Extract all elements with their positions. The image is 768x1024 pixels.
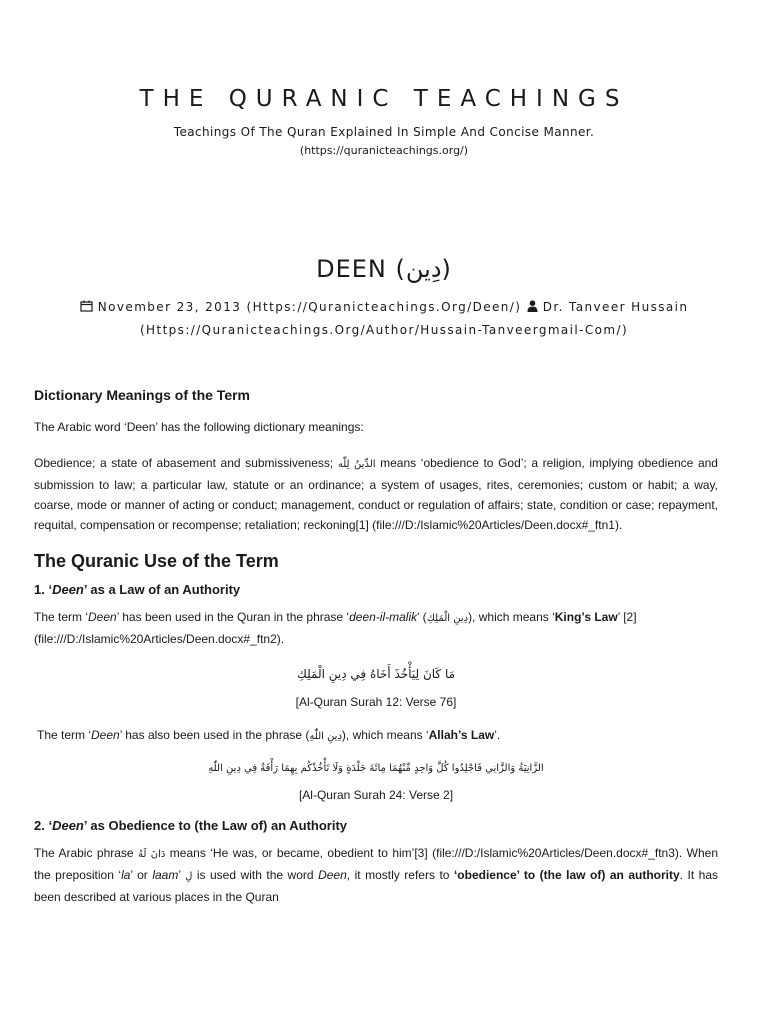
article-content [34,387,718,919]
arabic-phrase: لِ [185,871,193,882]
arabic-phrase: الدِّينُ لِلّٰه [337,459,376,470]
subsection-1-paragraph-2: The term ‘Deen’ has also been used in the phrase (دِينِ اللّٰهِ), which means ‘Allah’s Law’. [37,728,501,742]
verse-reference-1: [Al-Quran Surah 12: Verse 76] [295,695,457,709]
subsection-1-paragraph: The term ‘Deen’ has been used in the Quran in the phrase ‘deen-il-malik’ (دِينِ الْمَلِكِ), which means ‘King’s Law’ [2] (file:///D:/Islamic%20Articles/Deen.docx#_ftn2). [34,610,637,646]
subsection-1-heading: 1. ‘Deen’ as a Law of an Authority [34,582,241,597]
dictionary-intro: The Arabic word ‘Deen’ has the following dictionary meanings: [34,420,364,434]
dictionary-meanings [34,453,718,535]
arabic-phrase: دَانَ لَهُ [138,849,166,860]
subsection-2-heading: 2. ‘Deen’ as Obedience to (the Law of) an Authority [34,818,348,833]
author-url-link[interactable]: (Https://Quranicteachings.Org/Author/Hussain-Tanveergmail-Com/) [139,323,629,337]
quranic-use-heading: The Quranic Use of the Term [34,551,279,571]
dict-text-b: means ‘obedience to God’; a religion, implying obedience and submission to law; a particular law, statute or an ordinance; a system of usages, rites, ceremonies; custom or habit; a way, coarse, mode or manner of acting or conduct; management, conduct or regulation of affairs; state, condition or case; repayment, requital, compensation or recompense; retaliation; reckoning[1] (file:///D:/Islamic%20Articles/Deen.docx#_ftn1). [34,456,718,532]
site-tagline: Teachings Of The Quran Explained In Simple And Concise Manner. [173,125,595,139]
site-url-link[interactable]: (https://quranicteachings.org/) [299,144,469,157]
post-author[interactable]: Dr. Tanveer Hussain [542,300,689,314]
post-meta [0,296,768,341]
verse-reference-2: [Al-Quran Surah 24: Verse 2] [298,788,454,802]
dict-text-a: Obedience; a state of abasement and submissiveness; [34,456,334,470]
calendar-icon [80,297,93,319]
subsection-2-paragraph: The Arabic phrase دَانَ لَهُ means ‘He was, or became, obedient to him’[3] (file:///D:/Islamic%20Articles/Deen.docx#_ftn3). When the preposition ‘la’ or laam’ لِ is used with the word Deen, it mostly refers to ‘obedience’ to (the law of) an authority. It has been described at various places in the Quran [34,846,719,904]
dictionary-heading: Dictionary Meanings of the Term [34,387,250,403]
quran-verse-1: مَا كَانَ لِيَأْخُذَ أَخَاهُ فِي دِينِ الْمَلِكِ [296,667,456,681]
quran-verse-2: الزَّانِيَةُ وَالزَّانِي فَاجْلِدُوا كُلَّ وَاحِدٍ مِّنْهُمَا مِائَةَ جَلْدَةٍ وَلَا تَأْخُذْكُم بِهِمَا رَأْفَةٌ فِي دِينِ اللّٰهِ [208,763,544,774]
post-title: DEEN (دِین) [316,255,452,283]
site-title[interactable]: THE QURANIC TEACHINGS [139,86,629,112]
post-date-link[interactable]: November 23, 2013 (Https://Quranicteachings.Org/Deen/) [97,300,522,314]
arabic-phrase: دِينِ الْمَلِكِ [426,613,469,624]
user-icon [527,297,538,319]
arabic-phrase: دِينِ اللّٰهِ [309,731,342,742]
